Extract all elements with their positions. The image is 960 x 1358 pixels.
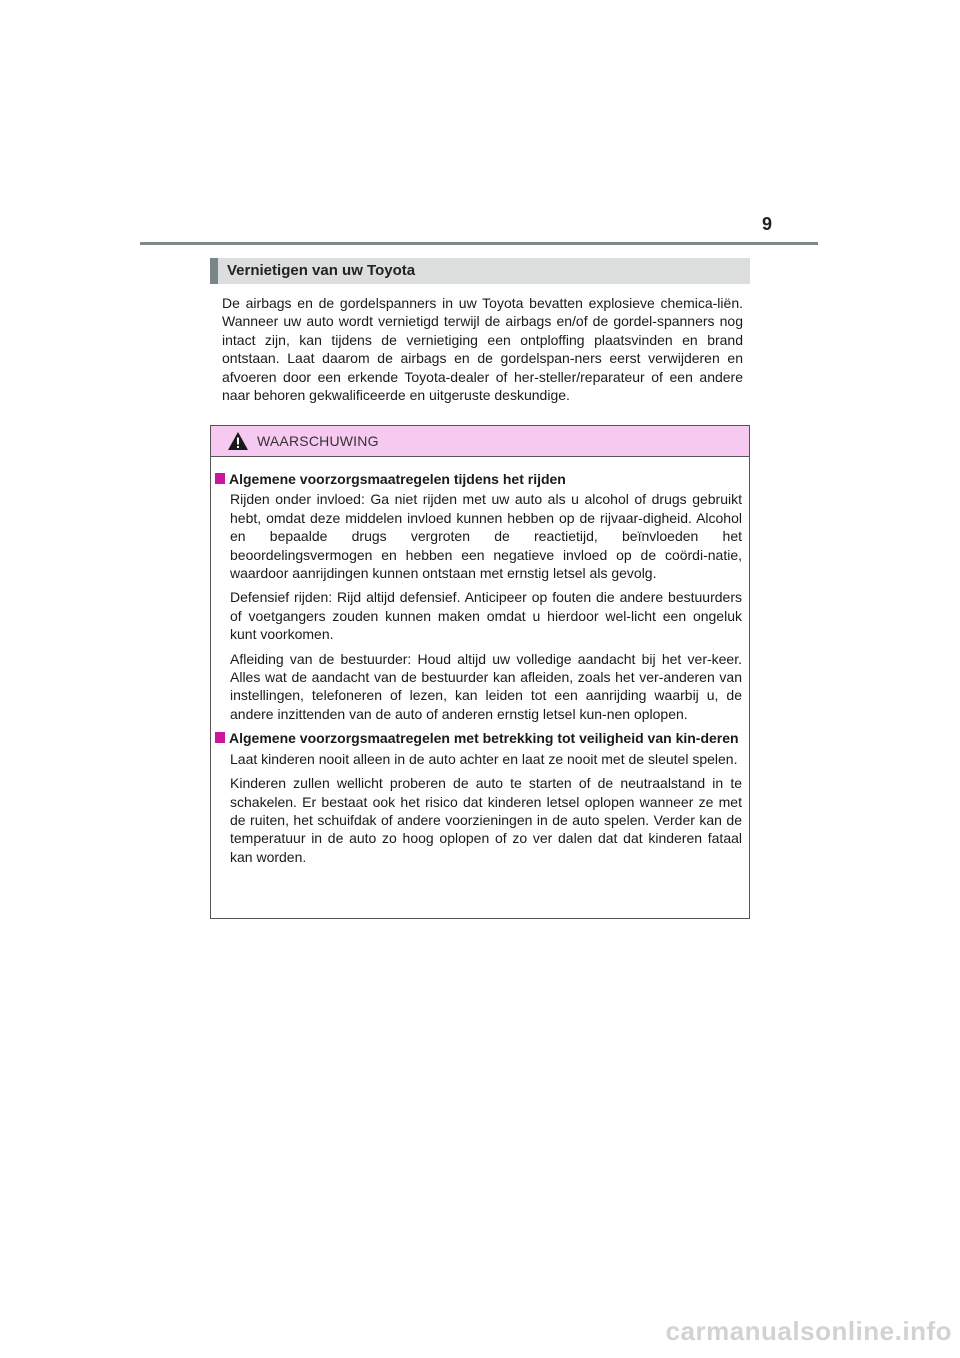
warning-paragraph: Defensief rijden: Rijd altijd defensief. Anticipeer op fouten die andere bestuurders of voetgangers zouden kunnen maken omdat u hierdoor wel-licht een ongeluk kunt voorkomen. [230, 589, 742, 643]
warning-paragraph: Afleiding van de bestuurder: Houd altijd uw volledige aandacht bij het ver-keer. Alles wat de aandacht van de bestuurder kan afleiden, zoals het ver-anderen van instellingen, telefoneren of lezen, kan leiden tot een aanrijding waarbij u, de andere inzittenden van de auto of anderen ernstig letsel kun-nen oplopen. [230, 650, 742, 722]
warning-label: WAARSCHUWING [257, 433, 379, 449]
watermark: carmanualsonline.info [665, 1316, 952, 1346]
warning-paragraph: Laat kinderen nooit alleen in de auto achter en laat ze nooit met de sleutel spelen. [230, 750, 738, 767]
warning-header [211, 426, 749, 457]
header-rule [140, 242, 818, 245]
square-bullet-icon [215, 473, 225, 484]
warning-paragraph: Rijden onder invloed: Ga niet rijden met uw auto als u alcohol of drugs gebruikt hebt, omdat deze middelen invloed kunnen hebben op de rijvaar-digheid. Alcohol en bepaalde drugs vergroten de reactietijd, beïnvloeden het beoordelingsvermogen en hebben een negatieve invloed op de coördi-natie, waardoor aanrijdingen kunnen ontstaan met ernstig letsel als gevolg. [230, 491, 742, 582]
warning-item-title: Algemene voorzorgsmaatregelen met betrekking tot veiligheid van kin-deren [215, 729, 742, 747]
warning-body [211, 457, 749, 866]
warning-item-title: Algemene voorzorgsmaatregelen tijdens het rijden [215, 470, 742, 488]
section-heading: Vernietigen van uw Toyota [210, 258, 750, 284]
warning-item-children [215, 729, 742, 866]
square-bullet-icon [215, 732, 225, 743]
warning-paragraph: Kinderen zullen wellicht proberen de auto te starten of de neutraalstand in te schakelen. Er bestaat ook het risico dat kinderen letsel oplopen wanneer ze met de ruiten, het schuifdak of andere voorzieningen in de auto spelen. Verder kan de temperatuur in de auto zo hoog oplopen of zo ver dalen dat dat kinderen fataal kan worden. [230, 775, 742, 865]
page-number: 9 [761, 214, 772, 234]
intro-paragraph: De airbags en de gordelspanners in uw Toyota bevatten explosieve chemica-liën. Wanneer uw auto wordt vernietigd terwijl de airbags en/of de gordel-spanners nog intact zijn, kan tijdens de vernietiging een ontploffing plaatsvinden en brand ontstaan. Laat daarom de airbags en de gordelspan-ners eerst verwijderen en afvoeren door een erkende Toyota-dealer of her-steller/reparateur of een andere naar behoren gekwalificeerde en uitgeruste deskundige. [222, 295, 743, 404]
warning-item-driving [215, 470, 742, 723]
warning-triangle-icon [227, 431, 249, 451]
warning-box [210, 425, 750, 919]
